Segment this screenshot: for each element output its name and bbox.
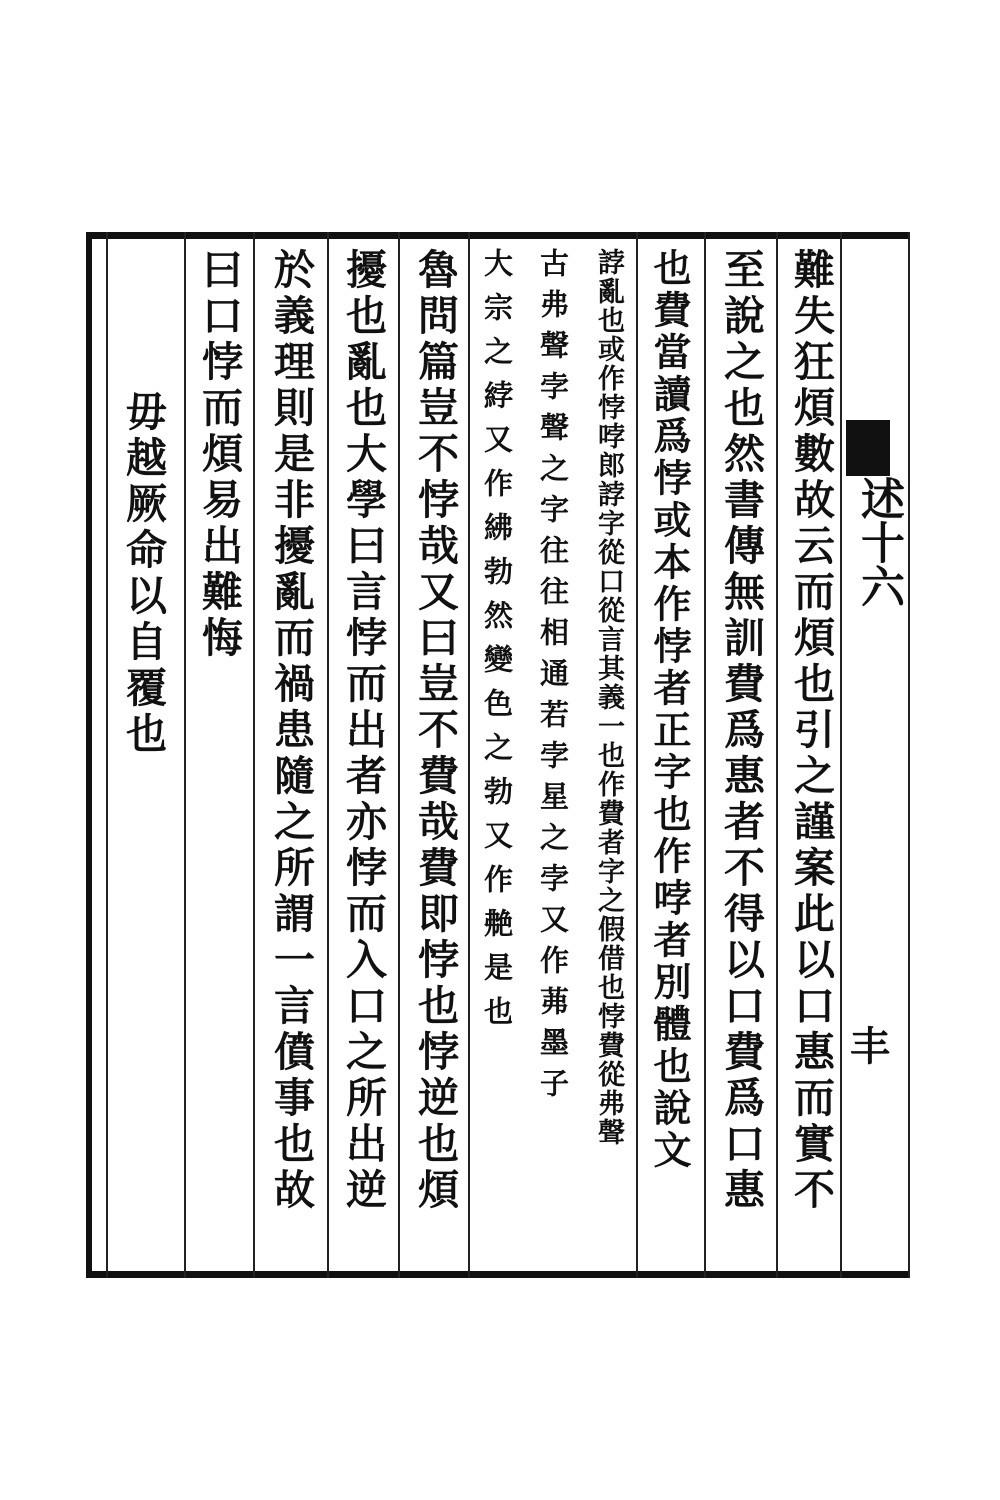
- text-column-5: 古弗聲孛聲之字往往相通若孛星之孛又作茀墨子: [536, 248, 570, 1109]
- text-column-3: 也費當讀爲悖或本作悖者正字也作哱者別體也說文: [647, 248, 692, 1172]
- margin-title: 述十六: [853, 476, 904, 608]
- text-column-10: 曰口悖而煩易出難悔: [195, 248, 243, 662]
- column-rule: [106, 232, 108, 1278]
- column-rule: [398, 232, 400, 1278]
- text-column-11: 毋越厥命以自覆也: [119, 390, 167, 758]
- text-column-1: 難失狂煩數故云而煩也引之謹案此以口惠而實不: [787, 248, 835, 1214]
- text-column-4: 誖亂也或作悖哱郎誖字從口從言其義一也作費者字之假借也悖費從弗聲: [593, 248, 624, 1147]
- text-column-8: 擾也亂也大學曰言悖而出者亦悖而入口之所出逆: [339, 248, 387, 1214]
- column-rule: [704, 232, 706, 1278]
- column-rule: [468, 232, 470, 1278]
- page-number: 丰: [850, 1023, 890, 1070]
- column-rule: [636, 232, 638, 1278]
- text-column-7: 魯問篇豈不悖哉又曰豈不費哉費即悖也悖逆也煩: [411, 248, 459, 1214]
- column-rule: [253, 232, 255, 1278]
- column-rule: [327, 232, 329, 1278]
- fishtail-mark: [846, 420, 890, 476]
- column-rule: [776, 232, 778, 1278]
- column-rule: [184, 232, 186, 1278]
- text-column-6: 大宗之綍又作紼勃然變色之勃又作艴是也: [480, 248, 514, 1040]
- text-column-2: 至說之也然書傳無訓費爲惠者不得以口費爲口惠: [717, 248, 765, 1214]
- column-rule: [840, 232, 842, 1278]
- text-column-9: 於義理則是非擾亂而禍患隨之所謂一言僨事也故: [267, 248, 315, 1214]
- column-rule: [908, 232, 910, 1278]
